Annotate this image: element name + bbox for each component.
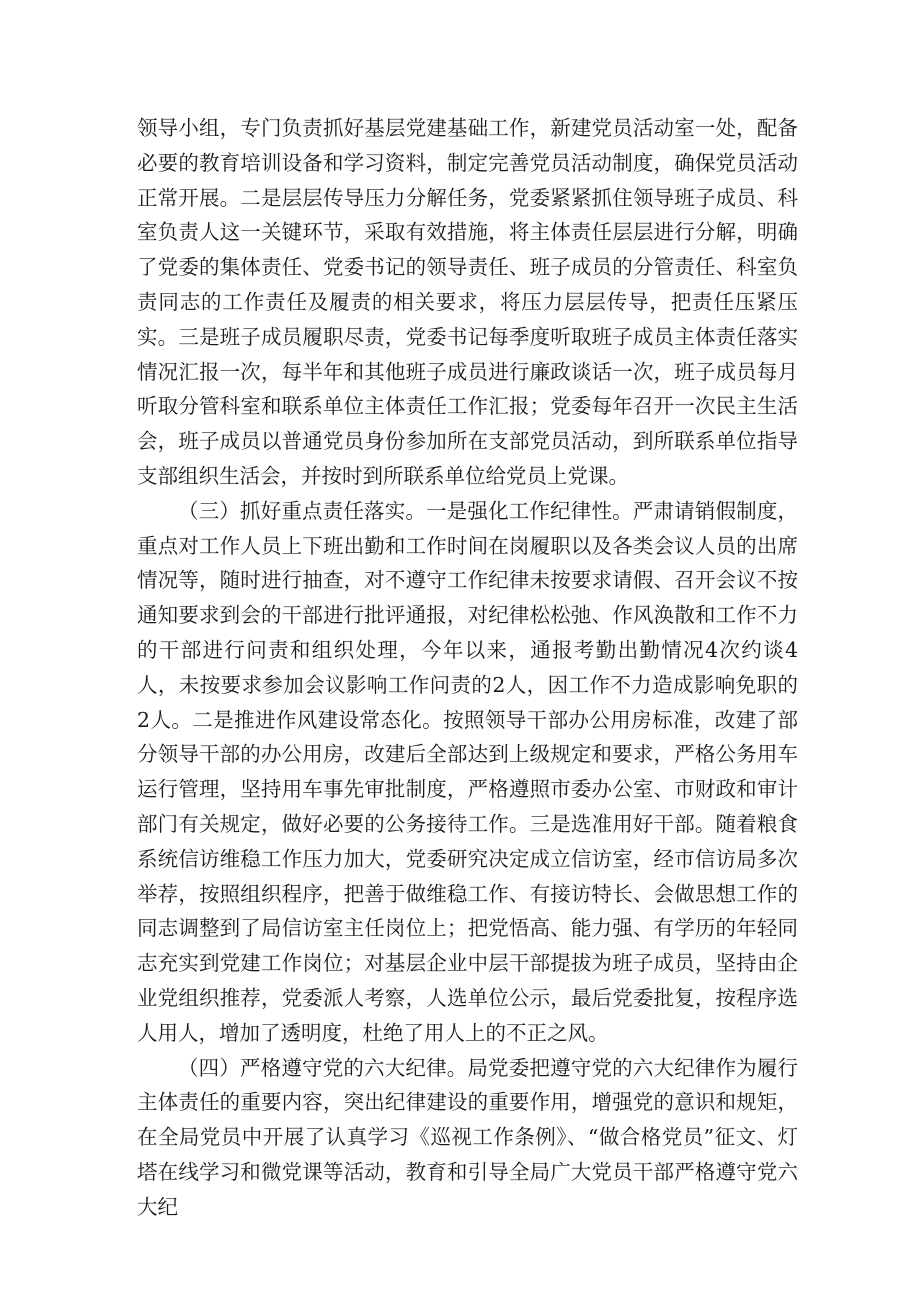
document-body [137, 111, 798, 1225]
paragraph-2: （三）抓好重点责任落实。一是强化工作纪律性。严肃请销假制度，重点对工作人员上下班出勤和工作时间在岗履职以及各类会议人员的出席情况等，随时进行抽查，对不遵守工作纪律未按要求请假、召开会议不按通知要求到会的干部进行批评通报，对纪律松松弛、作风涣散和工作不力的干部进行问责和组织处理，今年以来，通报考勤出勤情况4次约谈4人，未按要求参加会议影响工作问责的2人，因工作不力造成影响免职的2人。二是推进作风建设常态化。按照领导干部办公用房标准，改建了部分领导干部的办公用房，改建后全部达到上级规定和要求，严格公务用车运行管理，坚持用车事先审批制度，严格遵照市委办公室、市财政和审计部门有关规定，做好必要的公务接待工作。三是选准用好干部。随着粮食系统信访维稳工作压力加大，党委研究决定成立信访室，经市信访局多次举荐，按照组织程序，把善于做维稳工作、有接访特长、会做思想工作的同志调整到了局信访室主任岗位上；把党悟高、能力强、有学历的年轻同志充实到党建工作岗位；对基层企业中层干部提拔为班子成员，坚持由企业党组织推荐，党委派人考察，人选单位公示，最后党委批复，按程序选人用人，增加了透明度，杜绝了用人上的不正之风。 [137, 498, 798, 1045]
paragraph-3: （四）严格遵守党的六大纪律。局党委把遵守党的六大纪律作为履行主体责任的重要内容，突出纪律建设的重要作用，增强党的意识和规矩，在全局党员中开展了认真学习《巡视工作条例》、“做合格党员”征文、灯塔在线学习和微党课等活动，教育和引导全局广大党员干部严格遵守党六大纪 [137, 1055, 798, 1219]
paragraph-1: 领导小组，专门负责抓好基层党建基础工作，新建党员活动室一处，配备必要的教育培训设备和学习资料，制定完善党员活动制度，确保党员活动正常开展。二是层层传导压力分解任务，党委紧紧抓住领导班子成员、科室负责人这一关键环节，采取有效措施，将主体责任层层进行分解，明确了党委的集体责任、党委书记的领导责任、班子成员的分管责任、科室负责同志的工作责任及履责的相关要求，将压力层层传导，把责任压紧压实。三是班子成员履职尽责，党委书记每季度听取班子成员主体责任落实情况汇报一次，每半年和其他班子成员进行廉政谈话一次，班子成员每月听取分管科室和联系单位主体责任工作汇报；党委每年召开一次民主生活会，班子成员以普通党员身份参加所在支部党员活动，到所联系单位指导支部组织生活会，并按时到所联系单位给党员上党课。 [137, 116, 798, 488]
